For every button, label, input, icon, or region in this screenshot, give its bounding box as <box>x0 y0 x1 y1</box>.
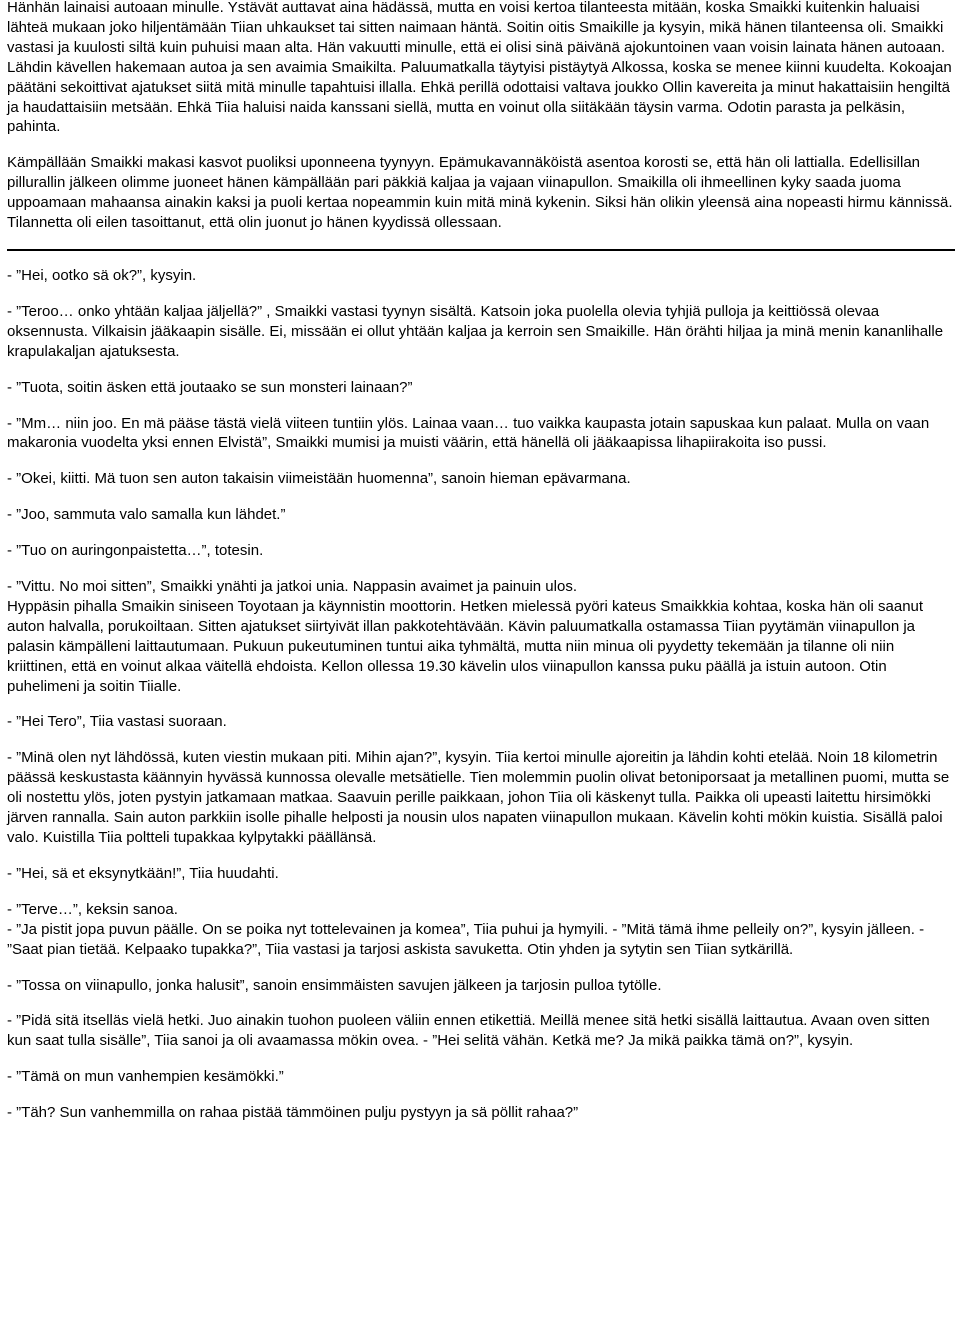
section-divider <box>7 249 955 251</box>
paragraph-smaikki-apartment: Kämpällään Smaikki makasi kasvot puoliksi uponneena tyynyyn. Epämukavannäköistä asentoa korosti se, että hän oli lattialla. Edellisillan pillurallin jälkeen olimme juoneet hänen kämpällään pari päkkiä kaljaa ja vajaan viinapullon. Smaikilla oli ihmeellinen kyky saada juoma uppoamaan mahaansa ainakin kaksi ja puoli kertaa nopeammin kuin mitä minä kykenin. Siksi hän olikin yleensä aina nopeasti hirmu kännissä. Tilannetta oli eilen tasoittanut, että olin juonut jo hänen kyydissä ollessaan. <box>7 154 953 232</box>
paragraph-drive: Hyppäsin pihalla Smaikin siniseen Toyotaan ja käynnistin moottorin. Hetken mielessä pyöri kateus Smaikkkia kohtaa, koska hän oli saanut auton halvalla, porukoiltaan. Sitten ajatukset siirtyivät illan pakkotehtävään. Kävin paluumatkalla ostamassa Tiian pyytämän viinapullon ja palasin kämpälleni laittautumaan. Pukuun pukeutuminen tuntui aika tyhmältä, mutta niin minua oli pyydetty tekemään ja tilanne oli niin kriittinen, että en voinut alkaa väitellä ehdoista. Kellon ollessa 19.30 kävelin ulos viinapullon kanssa puku päällä ja istuin autoon. Otin puhelimeni ja soitin Tiialle. <box>7 597 924 695</box>
paragraph-arrival: - ”Minä olen nyt lähdössä, kuten viestin mukaan piti. Mihin ajan?”, kysyin. Tiia kertoi minulle ajoreitin ja lähdin kohti etelää. Noin 18 kilometrin päässä keskustasta käännyin hyvässä kunnossa olevalle metsätielle. Tien molemmin puolin olivat betoniporsaat ja metallinen puomi, mutta se oli nostettu ylös, joten pystyin jatkamaan matkaa. Saavuin perille paikkaan, johon Tiia oli käskenyt tulla. Paikka oli upeasti laitettu hirsimökki järven rannalla. Sain auton parkkiin isolle pihalle helposti ja nousin ulos napaten viinapullon mukaan. Kävelin kohti mökin kuistia. Sisällä paloi valo. Kuistilla Tiia poltteli tupakkaa kylpytakki päällänsä. <box>7 749 950 846</box>
dialogue-line: - ”Mm… niin joo. En mä pääse tästä vielä viiteen tuntiin ylös. Lainaa vaan… tuo vaikka kaupasta jotain sapuskaa kun palaat. Mulla on vaan makaronia vuodelta yksi ennen Elvistä”, Smaikki mumisi ja muisti väärin, että hänellä oli jääkaapissa lihapiirakoita iso pussi. <box>7 414 930 452</box>
dialogue-line: - ”Tämä on mun vanhempien kesämökki.” <box>7 1068 284 1086</box>
dialogue-line: - ”Joo, sammuta valo samalla kun lähdet.” <box>7 506 286 524</box>
paragraph-intro: Hänhän lainaisi autoaan minulle. Ystävät auttavat aina hädässä, mutta en voisi kertoa tilanteesta mitään, koska Smaikki kuitenkin haluaisi lähteä mukaan joko hiljentämään Tiian uhkaukset tai sitten naimaan häntä. Soitin oitis Smaikille ja kysyin, mikä hänen tilanteensa oli. Smaikki vastasi ja kuulosti siltä kuin puhuisi maan alta. Hän vakuutti minulle, että ei olisi sinä päivänä ajokuntoinen vaan voisin lainata hänen autoaan. Lähdin kävellen hakemaan autoa ja sen avaimia Smaikilta. Paluumatkalla täytyisi pistäytyä Alkossa, koska se menee kiinni kuudelta. Kokoajan päätäni sekoittivat ajatukset siitä mitä minulle tapahtuisi illalla. Ehkä perillä odottaisi valtava joukko Ollin kavereita ja minut hakattaisiin hengiltä ja haudattaisiin metsään. Ehkä Tiia haluisi naida kanssani siellä, mutta en voinut olla siitäkään täysin varma. Odotin parasta ja pelkäsin, pahinta. <box>7 0 952 136</box>
dialogue-line: - ”Ja pistit jopa puvun päälle. On se poika nyt tottelevainen ja komea”, Tiia puhui ja hymyili. - ”Mitä tämä ihme pelleily on?”, kysyin jälleen. - ”Saat pian tietää. Kelpaako tupakka?”, Tiia vastasi ja tarjosi askista savuketta. Otin yhden ja sytytin sen Tiian sytkärillä. <box>7 920 925 958</box>
dialogue-line: - ”Terve…”, keksin sanoa. <box>7 900 178 918</box>
dialogue-line: - ”Tossa on viinapullo, jonka halusit”, sanoin ensimmäisten savujen jälkeen ja tarjosin pulloa tytölle. <box>7 976 662 994</box>
dialogue-line: - ”Okei, kiitti. Mä tuon sen auton takaisin viimeistään huomenna”, sanoin hieman epävarmana. <box>7 470 631 488</box>
dialogue-line: - ”Vittu. No moi sitten”, Smaikki ynähti ja jatkoi unia. Nappasin avaimet ja painuin ulos. <box>7 578 577 596</box>
dialogue-line: - ”Teroo… onko yhtään kaljaa jäljellä?” , Smaikki vastasi tyynyn sisältä. Katsoin joka puolella olevia tyhjiä pulloja ja keittiössä olevaa oksennusta. Vilkaisin jääkaapin sisälle. Ei, missään ei ollut yhtään kaljaa ja kerroin sen Smaikille. Hän örähti hiljaa ja minä menin kananlihalle krapulakaljan ajatuksesta. <box>7 302 944 360</box>
dialogue-line: - ”Tuota, soitin äsken että joutaako se sun monsteri lainaan?” <box>7 378 413 396</box>
dialogue-line: - ”Pidä sitä itselläs vielä hetki. Juo ainakin tuohon puoleen väliin ennen etikettiä. Meillä menee sitä hetki sisällä laittautua. Avaan oven sitten kun saat tulla sisälle”, Tiia sanoi ja oli avaamassa mökin ovea. - ”Hei selitä vähän. Ketkä me? Ja mikä paikka tämä on?”, kysyin. <box>7 1012 930 1050</box>
dialogue-line: - ”Hei Tero”, Tiia vastasi suoraan. <box>7 713 227 731</box>
dialogue-line: - ”Hei, sä et eksynytkään!”, Tiia huudahti. <box>7 864 279 882</box>
document-page <box>7 0 955 1139</box>
dialogue-line: - ”Täh? Sun vanhemmilla on rahaa pistää tämmöinen pulju pystyyn ja sä pöllit rahaa?” <box>7 1104 579 1122</box>
dialogue-line: - ”Tuo on auringonpaistetta…”, totesin. <box>7 542 264 560</box>
dialogue-line: - ”Hei, ootko sä ok?”, kysyin. <box>7 266 197 284</box>
